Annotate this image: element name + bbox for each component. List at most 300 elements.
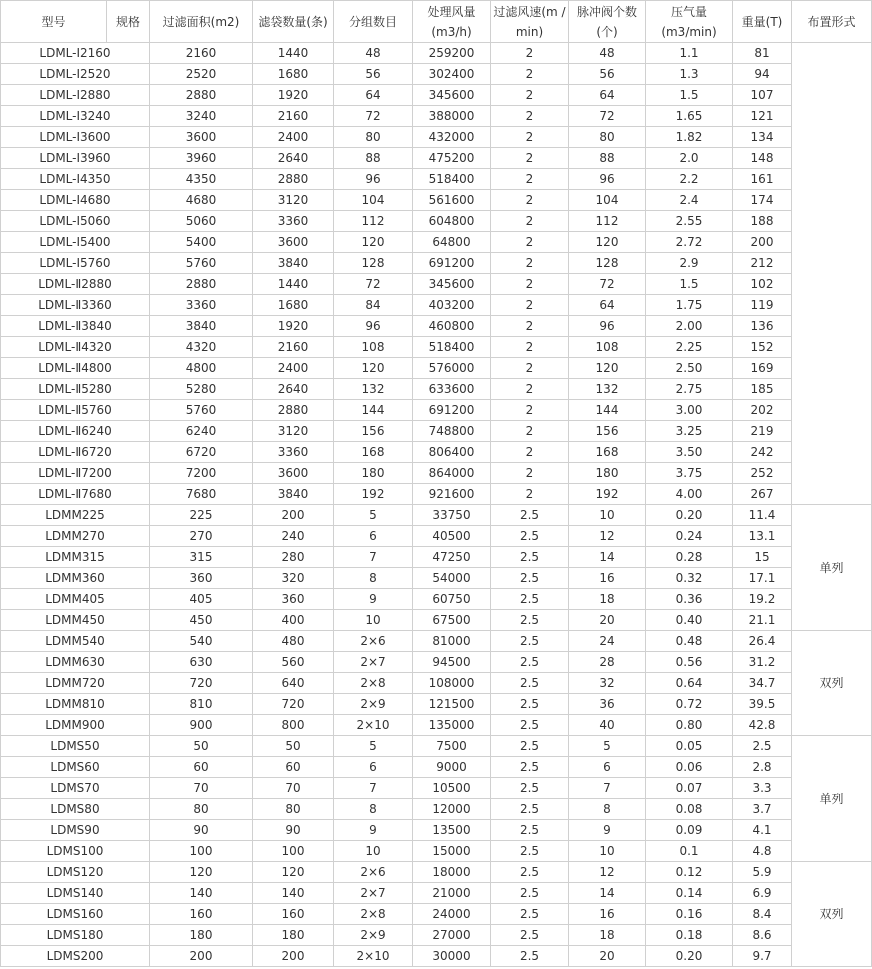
cell-area: 2520 (150, 64, 253, 85)
table-row (1, 211, 872, 232)
cell-groups: 2×7 (334, 652, 413, 673)
cell-area: 4350 (150, 169, 253, 190)
cell-weight: 107 (733, 85, 792, 106)
cell-groups: 72 (334, 106, 413, 127)
cell-weight: 9.7 (733, 946, 792, 967)
cell-pressure: 3.75 (646, 463, 733, 484)
cell-bags: 200 (253, 946, 334, 967)
table-row (1, 274, 872, 295)
cell-bags: 240 (253, 526, 334, 547)
cell-velocity: 2.5 (491, 799, 569, 820)
cell-pressure: 1.3 (646, 64, 733, 85)
table-body (1, 43, 872, 967)
cell-airflow: 27000 (413, 925, 491, 946)
cell-area: 90 (150, 820, 253, 841)
cell-model: LDML-Ⅱ7680 (1, 484, 150, 505)
cell-groups: 2×10 (334, 715, 413, 736)
header-valves: 脉冲阀个数(个) (569, 1, 646, 43)
cell-model: LDMM540 (1, 631, 150, 652)
cell-area: 450 (150, 610, 253, 631)
cell-airflow: 518400 (413, 169, 491, 190)
cell-pressure: 0.12 (646, 862, 733, 883)
cell-airflow: 388000 (413, 106, 491, 127)
cell-velocity: 2 (491, 211, 569, 232)
cell-valves: 120 (569, 232, 646, 253)
cell-model: LDMM360 (1, 568, 150, 589)
cell-bags: 2400 (253, 358, 334, 379)
cell-weight: 5.9 (733, 862, 792, 883)
table-row (1, 736, 872, 757)
cell-area: 3960 (150, 148, 253, 169)
cell-area: 100 (150, 841, 253, 862)
cell-groups: 168 (334, 442, 413, 463)
cell-bags: 720 (253, 694, 334, 715)
cell-bags: 1680 (253, 295, 334, 316)
cell-weight: 6.9 (733, 883, 792, 904)
cell-area: 70 (150, 778, 253, 799)
cell-bags: 2160 (253, 337, 334, 358)
cell-bags: 3120 (253, 190, 334, 211)
cell-model: LDML-Ⅱ4800 (1, 358, 150, 379)
cell-velocity: 2.5 (491, 505, 569, 526)
cell-airflow: 259200 (413, 43, 491, 64)
cell-pressure: 0.56 (646, 652, 733, 673)
cell-model: LDMS50 (1, 736, 150, 757)
table-row (1, 799, 872, 820)
cell-velocity: 2 (491, 316, 569, 337)
cell-pressure: 0.09 (646, 820, 733, 841)
cell-area: 900 (150, 715, 253, 736)
cell-velocity: 2.5 (491, 715, 569, 736)
cell-weight: 185 (733, 379, 792, 400)
table-row (1, 400, 872, 421)
cell-weight: 26.4 (733, 631, 792, 652)
cell-bags: 360 (253, 589, 334, 610)
cell-model: LDML-Ⅱ3840 (1, 316, 150, 337)
cell-bags: 70 (253, 778, 334, 799)
cell-bags: 100 (253, 841, 334, 862)
cell-airflow: 135000 (413, 715, 491, 736)
cell-velocity: 2.5 (491, 736, 569, 757)
cell-pressure: 3.00 (646, 400, 733, 421)
cell-area: 7680 (150, 484, 253, 505)
cell-bags: 3360 (253, 442, 334, 463)
cell-valves: 9 (569, 820, 646, 841)
cell-groups: 10 (334, 610, 413, 631)
cell-pressure: 0.48 (646, 631, 733, 652)
cell-groups: 84 (334, 295, 413, 316)
cell-airflow: 81000 (413, 631, 491, 652)
header-groups: 分组数目 (334, 1, 413, 43)
cell-groups: 5 (334, 736, 413, 757)
cell-valves: 16 (569, 904, 646, 925)
cell-groups: 2×6 (334, 862, 413, 883)
cell-airflow: 12000 (413, 799, 491, 820)
cell-groups: 72 (334, 274, 413, 295)
cell-airflow: 475200 (413, 148, 491, 169)
cell-velocity: 2 (491, 64, 569, 85)
cell-valves: 28 (569, 652, 646, 673)
cell-airflow: 60750 (413, 589, 491, 610)
cell-airflow: 9000 (413, 757, 491, 778)
cell-bags: 2880 (253, 400, 334, 421)
cell-model: LDMS120 (1, 862, 150, 883)
cell-groups: 96 (334, 169, 413, 190)
cell-groups: 8 (334, 799, 413, 820)
cell-area: 360 (150, 568, 253, 589)
cell-velocity: 2.5 (491, 526, 569, 547)
cell-airflow: 748800 (413, 421, 491, 442)
cell-groups: 7 (334, 778, 413, 799)
cell-bags: 2880 (253, 169, 334, 190)
cell-airflow: 518400 (413, 337, 491, 358)
cell-area: 5760 (150, 400, 253, 421)
cell-area: 225 (150, 505, 253, 526)
cell-pressure: 0.08 (646, 799, 733, 820)
cell-valves: 108 (569, 337, 646, 358)
table-row (1, 442, 872, 463)
cell-groups: 2×9 (334, 694, 413, 715)
cell-weight: 3.3 (733, 778, 792, 799)
cell-pressure: 0.05 (646, 736, 733, 757)
cell-airflow: 691200 (413, 400, 491, 421)
cell-pressure: 0.40 (646, 610, 733, 631)
cell-valves: 14 (569, 883, 646, 904)
cell-model: LDML-Ⅱ4320 (1, 337, 150, 358)
cell-pressure: 0.36 (646, 589, 733, 610)
cell-pressure: 0.20 (646, 505, 733, 526)
cell-velocity: 2.5 (491, 883, 569, 904)
cell-model: LDMM720 (1, 673, 150, 694)
cell-layout-group: 双列 (792, 631, 872, 736)
cell-pressure: 2.9 (646, 253, 733, 274)
cell-airflow: 54000 (413, 568, 491, 589)
table-row (1, 379, 872, 400)
cell-bags: 3120 (253, 421, 334, 442)
table-row (1, 169, 872, 190)
cell-model: LDMS90 (1, 820, 150, 841)
cell-valves: 36 (569, 694, 646, 715)
cell-model: LDMM270 (1, 526, 150, 547)
cell-model: LDMS70 (1, 778, 150, 799)
cell-velocity: 2.5 (491, 820, 569, 841)
table-row (1, 694, 872, 715)
cell-velocity: 2 (491, 148, 569, 169)
cell-valves: 88 (569, 148, 646, 169)
cell-weight: 252 (733, 463, 792, 484)
cell-bags: 3600 (253, 232, 334, 253)
cell-groups: 2×8 (334, 673, 413, 694)
cell-groups: 128 (334, 253, 413, 274)
cell-airflow: 121500 (413, 694, 491, 715)
cell-area: 7200 (150, 463, 253, 484)
cell-valves: 120 (569, 358, 646, 379)
cell-weight: 42.8 (733, 715, 792, 736)
cell-groups: 120 (334, 232, 413, 253)
cell-groups: 192 (334, 484, 413, 505)
cell-groups: 180 (334, 463, 413, 484)
cell-model: LDML-Ⅱ7200 (1, 463, 150, 484)
cell-valves: 18 (569, 925, 646, 946)
cell-velocity: 2 (491, 253, 569, 274)
table-row (1, 232, 872, 253)
cell-layout-group (792, 43, 872, 505)
header-weight: 重量(T) (733, 1, 792, 43)
cell-weight: 15 (733, 547, 792, 568)
cell-airflow: 345600 (413, 85, 491, 106)
cell-velocity: 2 (491, 463, 569, 484)
cell-velocity: 2.5 (491, 841, 569, 862)
table-row (1, 127, 872, 148)
cell-bags: 400 (253, 610, 334, 631)
header-area: 过滤面积(m2) (150, 1, 253, 43)
cell-valves: 72 (569, 106, 646, 127)
cell-groups: 6 (334, 526, 413, 547)
cell-bags: 1920 (253, 316, 334, 337)
cell-velocity: 2.5 (491, 610, 569, 631)
cell-weight: 8.4 (733, 904, 792, 925)
cell-velocity: 2.5 (491, 694, 569, 715)
cell-velocity: 2.5 (491, 757, 569, 778)
cell-weight: 202 (733, 400, 792, 421)
cell-bags: 2640 (253, 148, 334, 169)
cell-pressure: 1.5 (646, 274, 733, 295)
cell-valves: 80 (569, 127, 646, 148)
cell-pressure: 2.72 (646, 232, 733, 253)
cell-bags: 180 (253, 925, 334, 946)
cell-groups: 8 (334, 568, 413, 589)
cell-pressure: 0.14 (646, 883, 733, 904)
cell-area: 2160 (150, 43, 253, 64)
cell-pressure: 4.00 (646, 484, 733, 505)
cell-model: LDMS200 (1, 946, 150, 967)
cell-bags: 140 (253, 883, 334, 904)
cell-airflow: 33750 (413, 505, 491, 526)
cell-velocity: 2 (491, 169, 569, 190)
cell-valves: 10 (569, 505, 646, 526)
table-row (1, 64, 872, 85)
cell-bags: 120 (253, 862, 334, 883)
cell-groups: 10 (334, 841, 413, 862)
cell-model: LDMM630 (1, 652, 150, 673)
cell-velocity: 2.5 (491, 631, 569, 652)
cell-airflow: 302400 (413, 64, 491, 85)
cell-bags: 60 (253, 757, 334, 778)
cell-velocity: 2 (491, 232, 569, 253)
cell-bags: 280 (253, 547, 334, 568)
cell-airflow: 15000 (413, 841, 491, 862)
cell-airflow: 24000 (413, 904, 491, 925)
cell-valves: 180 (569, 463, 646, 484)
cell-valves: 96 (569, 316, 646, 337)
cell-model: LDMM900 (1, 715, 150, 736)
cell-model: LDML-Ⅰ3240 (1, 106, 150, 127)
cell-area: 3840 (150, 316, 253, 337)
cell-model: LDMM315 (1, 547, 150, 568)
cell-area: 6720 (150, 442, 253, 463)
table-row (1, 652, 872, 673)
cell-area: 50 (150, 736, 253, 757)
cell-weight: 4.8 (733, 841, 792, 862)
cell-bags: 1680 (253, 64, 334, 85)
cell-bags: 3360 (253, 211, 334, 232)
cell-valves: 8 (569, 799, 646, 820)
cell-velocity: 2.5 (491, 778, 569, 799)
cell-pressure: 1.82 (646, 127, 733, 148)
cell-pressure: 1.65 (646, 106, 733, 127)
table-row (1, 610, 872, 631)
cell-pressure: 0.06 (646, 757, 733, 778)
cell-valves: 6 (569, 757, 646, 778)
cell-area: 315 (150, 547, 253, 568)
cell-area: 405 (150, 589, 253, 610)
cell-model: LDML-Ⅱ5280 (1, 379, 150, 400)
cell-area: 3240 (150, 106, 253, 127)
cell-velocity: 2.5 (491, 589, 569, 610)
cell-area: 120 (150, 862, 253, 883)
cell-area: 140 (150, 883, 253, 904)
cell-weight: 152 (733, 337, 792, 358)
cell-weight: 39.5 (733, 694, 792, 715)
cell-bags: 160 (253, 904, 334, 925)
cell-bags: 2640 (253, 379, 334, 400)
cell-model: LDML-Ⅰ5400 (1, 232, 150, 253)
cell-groups: 9 (334, 589, 413, 610)
cell-pressure: 0.18 (646, 925, 733, 946)
cell-weight: 31.2 (733, 652, 792, 673)
cell-groups: 144 (334, 400, 413, 421)
table-row (1, 568, 872, 589)
cell-area: 5060 (150, 211, 253, 232)
header-velocity: 过滤风速(m / min) (491, 1, 569, 43)
cell-area: 720 (150, 673, 253, 694)
table-row (1, 673, 872, 694)
header-airflow: 处理风量(m3/h) (413, 1, 491, 43)
cell-pressure: 2.2 (646, 169, 733, 190)
cell-groups: 80 (334, 127, 413, 148)
cell-weight: 161 (733, 169, 792, 190)
cell-layout-group: 双列 (792, 862, 872, 967)
table-row (1, 85, 872, 106)
cell-bags: 3840 (253, 253, 334, 274)
cell-model: LDML-Ⅱ5760 (1, 400, 150, 421)
cell-pressure: 0.72 (646, 694, 733, 715)
cell-area: 5280 (150, 379, 253, 400)
cell-valves: 112 (569, 211, 646, 232)
cell-groups: 5 (334, 505, 413, 526)
cell-weight: 11.4 (733, 505, 792, 526)
header-row (1, 1, 872, 43)
cell-valves: 12 (569, 862, 646, 883)
table-row (1, 526, 872, 547)
header-layout: 布置形式 (792, 1, 872, 43)
cell-pressure: 1.75 (646, 295, 733, 316)
cell-airflow: 345600 (413, 274, 491, 295)
cell-weight: 148 (733, 148, 792, 169)
cell-pressure: 0.32 (646, 568, 733, 589)
cell-area: 2880 (150, 85, 253, 106)
cell-valves: 48 (569, 43, 646, 64)
table-row (1, 421, 872, 442)
cell-airflow: 67500 (413, 610, 491, 631)
cell-groups: 2×6 (334, 631, 413, 652)
cell-velocity: 2 (491, 484, 569, 505)
table-row (1, 820, 872, 841)
cell-area: 4320 (150, 337, 253, 358)
cell-bags: 640 (253, 673, 334, 694)
cell-airflow: 561600 (413, 190, 491, 211)
table-row (1, 925, 872, 946)
cell-weight: 242 (733, 442, 792, 463)
cell-area: 200 (150, 946, 253, 967)
table-row (1, 862, 872, 883)
cell-velocity: 2.5 (491, 547, 569, 568)
cell-bags: 3840 (253, 484, 334, 505)
cell-airflow: 18000 (413, 862, 491, 883)
cell-weight: 21.1 (733, 610, 792, 631)
cell-layout-group: 单列 (792, 736, 872, 862)
cell-weight: 2.8 (733, 757, 792, 778)
cell-airflow: 7500 (413, 736, 491, 757)
cell-pressure: 0.80 (646, 715, 733, 736)
cell-area: 5400 (150, 232, 253, 253)
cell-velocity: 2 (491, 337, 569, 358)
table-row (1, 904, 872, 925)
cell-weight: 119 (733, 295, 792, 316)
cell-valves: 18 (569, 589, 646, 610)
cell-groups: 56 (334, 64, 413, 85)
cell-weight: 219 (733, 421, 792, 442)
cell-pressure: 0.1 (646, 841, 733, 862)
cell-airflow: 864000 (413, 463, 491, 484)
cell-pressure: 0.24 (646, 526, 733, 547)
cell-pressure: 2.55 (646, 211, 733, 232)
cell-valves: 72 (569, 274, 646, 295)
table-header (1, 1, 872, 43)
cell-area: 4800 (150, 358, 253, 379)
cell-airflow: 10500 (413, 778, 491, 799)
cell-weight: 2.5 (733, 736, 792, 757)
cell-airflow: 40500 (413, 526, 491, 547)
cell-airflow: 30000 (413, 946, 491, 967)
cell-pressure: 1.5 (646, 85, 733, 106)
cell-bags: 2160 (253, 106, 334, 127)
cell-model: LDML-Ⅰ5060 (1, 211, 150, 232)
cell-pressure: 3.25 (646, 421, 733, 442)
table-row (1, 778, 872, 799)
cell-model: LDMS60 (1, 757, 150, 778)
cell-weight: 212 (733, 253, 792, 274)
cell-valves: 128 (569, 253, 646, 274)
table-row (1, 358, 872, 379)
cell-bags: 2400 (253, 127, 334, 148)
cell-bags: 200 (253, 505, 334, 526)
cell-velocity: 2 (491, 421, 569, 442)
cell-area: 810 (150, 694, 253, 715)
table-row (1, 316, 872, 337)
cell-valves: 96 (569, 169, 646, 190)
cell-velocity: 2 (491, 85, 569, 106)
cell-valves: 14 (569, 547, 646, 568)
table-row (1, 484, 872, 505)
cell-weight: 102 (733, 274, 792, 295)
cell-model: LDML-Ⅰ4350 (1, 169, 150, 190)
cell-bags: 1920 (253, 85, 334, 106)
cell-weight: 8.6 (733, 925, 792, 946)
table-row (1, 589, 872, 610)
cell-model: LDML-Ⅰ2520 (1, 64, 150, 85)
cell-pressure: 0.20 (646, 946, 733, 967)
